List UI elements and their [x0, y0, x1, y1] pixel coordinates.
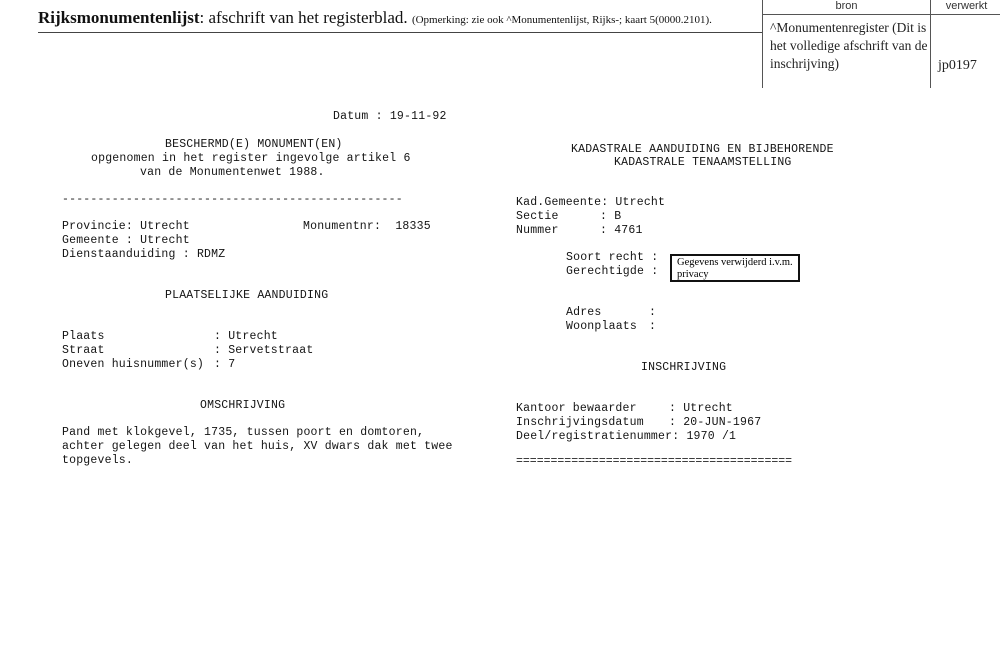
kantoor-label: Kantoor bewaarder — [516, 402, 637, 415]
plaatselijke-heading: PLAATSELIJKE AANDUIDING — [165, 289, 329, 302]
straat-label: Straat — [62, 344, 105, 357]
deel-value: 1970 /1 — [686, 430, 737, 443]
nummer-value-row: : 4761 — [600, 224, 643, 237]
monument-subheading-2: van de Monumentenwet 1988. — [140, 166, 325, 179]
datum-label: Datum — [333, 110, 369, 123]
dienst-label: Dienstaanduiding — [62, 248, 176, 261]
provincie-value: Utrecht — [140, 220, 190, 233]
left-separator: ------------------------------------------------ — [62, 193, 403, 206]
adres-colon: : — [649, 306, 657, 319]
gemeente-row: Gemeente : Utrecht — [62, 234, 190, 247]
document-title — [38, 8, 712, 28]
bron-label: bron — [763, 0, 930, 15]
privacy-text: Gegevens verwijderd i.v.m. privacy — [677, 257, 793, 280]
omschrijving-line-3: topgevels. — [62, 454, 134, 467]
deel-label: Deel/registratienummer — [516, 430, 673, 443]
omschrijving-line-1: Pand met klokgevel, 1735, tussen poort en domtoren, — [62, 426, 425, 439]
header-rule — [38, 32, 762, 33]
huisnummer-label: Oneven huisnummer(s) — [62, 358, 205, 371]
gemeente-value: Utrecht — [140, 234, 190, 247]
dienst-value: RDMZ — [196, 248, 226, 261]
plaats-value-row: : Utrecht — [214, 330, 278, 343]
inschrijvingsdatum-value-row: : 20-JUN-1967 — [669, 416, 762, 429]
kadastrale-heading-2: KADASTRALE TENAAMSTELLING — [614, 156, 792, 169]
soort-recht-row: Soort recht : — [566, 251, 659, 264]
omschrijving-line-2: achter gelegen deel van het huis, XV dwars dak met twee — [62, 440, 453, 453]
document-note: (Opmerking: zie ook ^Monumentenlijst, Rijks-; kaart 5(0000.2101). — [411, 14, 712, 26]
sectie-label: Sectie — [516, 210, 559, 223]
huisnummer-value: 7 — [228, 358, 236, 371]
inschrijvingsdatum-value: 20-JUN-1967 — [683, 416, 762, 429]
document-title-bold: Rijksmonumentenlijst — [38, 8, 200, 27]
huisnummer-value-row: : 7 — [214, 358, 236, 371]
woonplaats-label: Woonplaats — [566, 320, 638, 333]
kad-gemeente-value: Utrecht — [615, 196, 666, 209]
document-title-rest: : afschrift van het registerblad. — [199, 8, 408, 27]
straat-value: Servetstraat — [228, 344, 314, 357]
deel-row: Deel/registratienummer: 1970 /1 — [516, 430, 737, 443]
monument-subheading-1: opgenomen in het register ingevolge artikel 6 — [91, 152, 411, 165]
datum-row: Datum : 19-11-92 — [333, 110, 447, 123]
plaats-label: Plaats — [62, 330, 105, 343]
kantoor-value: Utrecht — [683, 402, 733, 415]
kad-gemeente-row: Kad.Gemeente: Utrecht — [516, 196, 666, 209]
sectie-value: B — [614, 210, 622, 223]
gerechtigde-row: Gerechtigde : — [566, 265, 659, 278]
column-separator — [930, 14, 931, 88]
source-box — [762, 0, 1000, 88]
straat-value-row: : Servetstraat — [214, 344, 314, 357]
monumentnr-label: Monumentnr — [303, 220, 375, 233]
plaats-value: Utrecht — [228, 330, 278, 343]
nummer-value: 4761 — [614, 224, 643, 237]
sectie-value-row: : B — [600, 210, 622, 223]
gemeente-label: Gemeente — [62, 234, 119, 247]
provincie-row: Provincie: Utrecht — [62, 220, 190, 233]
bron-text: ^Monumentenregister (Dit is het volledige afschrift van de inschrijving) — [770, 20, 928, 71]
verwerkt-label: verwerkt — [930, 0, 1000, 15]
kad-gemeente-label: Kad.Gemeente — [516, 196, 602, 209]
privacy-redaction-box — [670, 254, 800, 282]
inschrijving-heading: INSCHRIJVING — [641, 361, 727, 374]
kadastrale-heading-1: KADASTRALE AANDUIDING EN BIJBEHORENDE — [571, 143, 834, 156]
omschrijving-heading: OMSCHRIJVING — [200, 399, 286, 412]
inschrijvingsdatum-label: Inschrijvingsdatum — [516, 416, 644, 429]
kantoor-value-row: : Utrecht — [669, 402, 733, 415]
provincie-label: Provincie — [62, 220, 126, 233]
monument-heading: BESCHERMD(E) MONUMENT(EN) — [165, 138, 343, 151]
woonplaats-colon: : — [649, 320, 657, 333]
right-separator: ======================================== — [516, 455, 793, 468]
gerechtigde-label: Gerechtigde — [566, 265, 645, 278]
soort-recht-label: Soort recht — [566, 251, 645, 264]
adres-label: Adres — [566, 306, 602, 319]
nummer-label: Nummer — [516, 224, 559, 237]
datum-value: 19-11-92 — [389, 110, 447, 123]
monumentnr-value: 18335 — [395, 220, 431, 233]
dienst-row: Dienstaanduiding : RDMZ — [62, 248, 226, 261]
monumentnr-row: Monumentnr: 18335 — [303, 220, 431, 233]
verwerkt-code: jp0197 — [938, 58, 977, 73]
